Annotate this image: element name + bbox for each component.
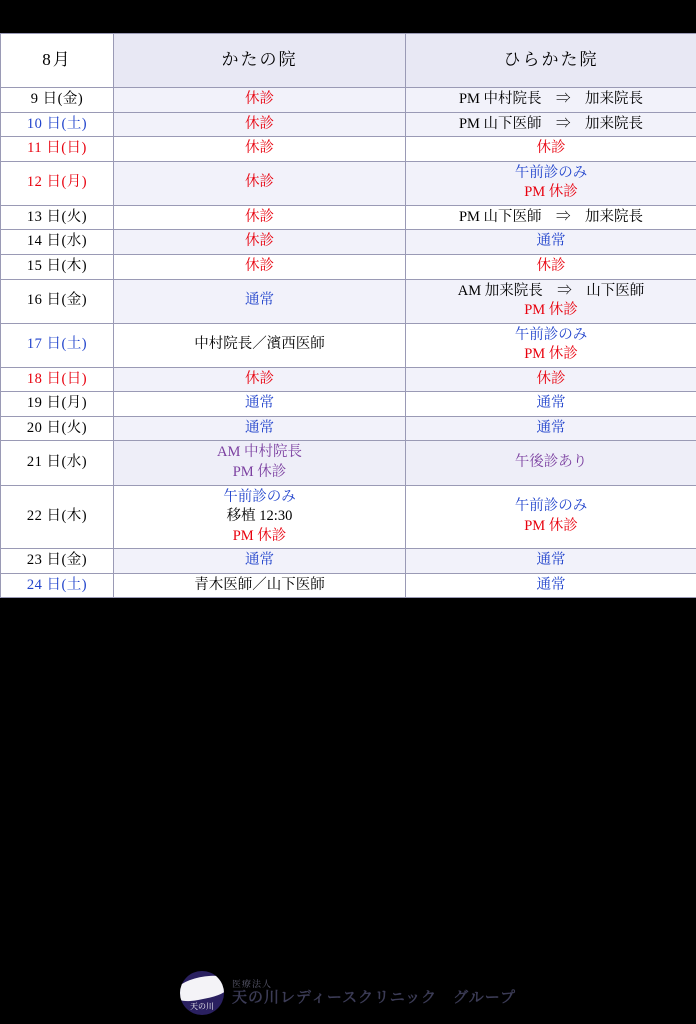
katano-cell xyxy=(114,392,406,417)
date-cell: 24 日(土) xyxy=(1,573,114,598)
cell-line: 移植 12:30 xyxy=(226,508,293,525)
hirakata-cell xyxy=(406,205,696,230)
katano-cell xyxy=(114,254,406,279)
table-row xyxy=(1,88,696,113)
table-row xyxy=(1,112,696,137)
cell-line: 通常 xyxy=(536,395,566,412)
cell-line: PM 中村院長 ⇒ 加来院長 xyxy=(458,91,644,107)
cell-line: 午前診のみ xyxy=(223,488,296,505)
hirakata-cell xyxy=(406,392,696,417)
date-cell: 16 日(金) xyxy=(1,279,114,323)
clinic-logo-icon xyxy=(180,971,224,1015)
katano-cell xyxy=(114,367,406,392)
cell-line: AM 中村院長 xyxy=(217,444,302,461)
cell-line: 通常 xyxy=(245,395,274,412)
hirakata-cell xyxy=(406,367,696,392)
katano-cell xyxy=(114,416,406,441)
cell-line: 休診 xyxy=(245,91,274,107)
cell-line: PM 山下医師 ⇒ 加来院長 xyxy=(458,115,644,132)
org-type-label: 医療法人 xyxy=(232,978,273,989)
cell-line: 午前診のみ xyxy=(514,326,588,343)
hirakata-cell xyxy=(406,254,696,279)
katano-cell xyxy=(114,161,406,205)
katano-cell xyxy=(114,441,406,485)
date-cell: 23 日(金) xyxy=(1,549,114,574)
hirakata-cell xyxy=(406,161,696,205)
cell-line: PM 休診 xyxy=(524,302,578,319)
katano-cell xyxy=(114,485,406,549)
table-row xyxy=(1,254,696,279)
table-row xyxy=(1,137,696,162)
date-cell: 20 日(火) xyxy=(1,416,114,441)
table-row xyxy=(1,392,696,417)
cell-line: 休診 xyxy=(245,257,274,274)
cell-line: 休診 xyxy=(536,140,566,157)
cell-line: 休診 xyxy=(536,257,566,274)
katano-cell xyxy=(114,230,406,255)
hirakata-cell xyxy=(406,485,696,549)
cell-line: 青木医師／山下医師 xyxy=(194,576,325,593)
cell-line: 午前診のみ xyxy=(514,498,588,515)
table-row xyxy=(1,485,696,549)
table-row xyxy=(1,416,696,441)
hirakata-cell xyxy=(406,441,696,485)
katano-cell xyxy=(114,205,406,230)
katano-cell xyxy=(114,88,406,113)
hirakata-cell xyxy=(406,279,696,323)
footer-logo xyxy=(0,962,696,1024)
cell-line: 通常 xyxy=(536,552,566,569)
logo-mark-text: 天の川 xyxy=(190,1002,215,1011)
cell-line: 通常 xyxy=(536,419,566,436)
cell-line: 休診 xyxy=(245,233,274,250)
hirakata-cell xyxy=(406,137,696,162)
cell-line: PM 休診 xyxy=(524,184,578,201)
cell-line: 午前診のみ xyxy=(514,164,588,181)
cell-line: 休診 xyxy=(245,115,274,132)
table-row xyxy=(1,205,696,230)
table-header-row xyxy=(1,34,696,88)
date-cell: 22 日(木) xyxy=(1,485,114,549)
table-row xyxy=(1,367,696,392)
hirakata-cell xyxy=(406,323,696,367)
table-row xyxy=(1,230,696,255)
cell-line: PM 休診 xyxy=(524,517,578,534)
date-cell: 19 日(月) xyxy=(1,392,114,417)
table-row xyxy=(1,441,696,485)
katano-cell xyxy=(114,112,406,137)
table-row xyxy=(1,161,696,205)
date-cell: 18 日(日) xyxy=(1,367,114,392)
cell-line: 通常 xyxy=(245,552,274,569)
clinic-schedule-table xyxy=(0,33,696,598)
katano-cell xyxy=(114,323,406,367)
cell-line: PM 休診 xyxy=(232,527,287,544)
schedule-table-container xyxy=(0,33,696,598)
cell-line: 休診 xyxy=(245,370,274,387)
table-row xyxy=(1,573,696,598)
hirakata-cell xyxy=(406,230,696,255)
cell-line: PM 休診 xyxy=(232,464,287,480)
cell-line: 通常 xyxy=(245,419,274,436)
date-cell: 17 日(土) xyxy=(1,323,114,367)
katano-cell xyxy=(114,137,406,162)
date-cell: 15 日(木) xyxy=(1,254,114,279)
table-row xyxy=(1,279,696,323)
hirakata-cell xyxy=(406,573,696,598)
cell-line: 通常 xyxy=(536,233,566,250)
column-header-month: 8月 xyxy=(1,34,114,88)
cell-line: 午後診あり xyxy=(514,454,588,471)
table-body xyxy=(1,88,696,598)
cell-line: 休診 xyxy=(536,370,566,387)
date-cell: 9 日(金) xyxy=(1,88,114,113)
date-cell: 14 日(水) xyxy=(1,230,114,255)
hirakata-cell xyxy=(406,112,696,137)
hirakata-cell xyxy=(406,88,696,113)
cell-line: PM 山下医師 ⇒ 加来院長 xyxy=(458,208,644,225)
date-cell: 11 日(日) xyxy=(1,137,114,162)
katano-cell xyxy=(114,279,406,323)
cell-line: 休診 xyxy=(245,174,274,191)
column-header-katano: かたの院 xyxy=(114,34,406,88)
katano-cell xyxy=(114,549,406,574)
table-row xyxy=(1,549,696,574)
cell-line: 中村院長／濱西医師 xyxy=(194,336,325,353)
cell-line: 休診 xyxy=(245,140,274,157)
hirakata-cell xyxy=(406,549,696,574)
cell-line: 休診 xyxy=(245,208,274,225)
table-row xyxy=(1,323,696,367)
cell-line: AM 加来院長 ⇒ 山下医師 xyxy=(457,282,645,299)
date-cell: 21 日(水) xyxy=(1,441,114,485)
date-cell: 13 日(火) xyxy=(1,205,114,230)
cell-line: PM 休診 xyxy=(524,346,578,363)
cell-line: 通常 xyxy=(245,292,274,309)
column-header-hirakata: ひらかた院 xyxy=(406,34,696,88)
org-name-label: 天の川レディースクリニック グループ xyxy=(232,989,516,1006)
katano-cell xyxy=(114,573,406,598)
date-cell: 10 日(土) xyxy=(1,112,114,137)
date-cell: 12 日(月) xyxy=(1,161,114,205)
hirakata-cell xyxy=(406,416,696,441)
cell-line: 通常 xyxy=(536,576,566,593)
